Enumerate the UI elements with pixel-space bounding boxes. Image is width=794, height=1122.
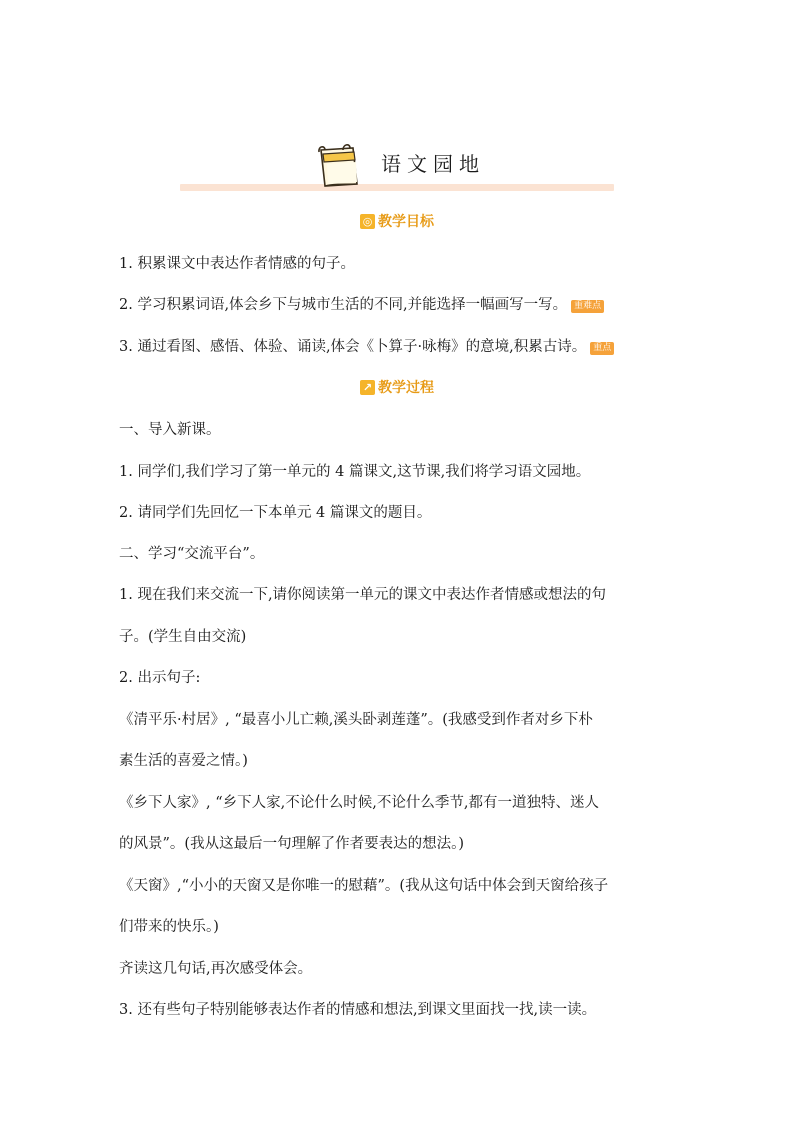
process-line: 二、学习“交流平台”。 bbox=[119, 546, 265, 562]
goal-item bbox=[119, 253, 355, 275]
process-line: 《清平乐·村居》, “最喜小儿亡赖,溪头卧剥莲蓬”。(我感受到作者对乡下朴 bbox=[119, 712, 593, 728]
goal-item bbox=[119, 294, 604, 316]
process-line: 子。(学生自由交流) bbox=[119, 629, 247, 645]
section-heading-goals bbox=[0, 210, 794, 232]
process-line: 的风景”。(我从这最后一句理解了作者要表达的想法。) bbox=[119, 836, 464, 852]
goal-text: 1. 积累课文中表达作者情感的句子。 bbox=[119, 256, 355, 272]
process-line: 3. 还有些句子特别能够表达作者的情感和想法,到课文里面找一找,读一读。 bbox=[119, 1002, 597, 1018]
header-underline-bar bbox=[180, 184, 614, 191]
calendar-icon bbox=[313, 140, 363, 190]
goal-text: 2. 学习积累词语,体会乡下与城市生活的不同,并能选择一幅画写一写。 bbox=[119, 297, 568, 313]
process-line: 一、导入新课。 bbox=[119, 422, 221, 438]
section-heading-process bbox=[0, 376, 794, 398]
process-line: 素生活的喜爱之情。) bbox=[119, 753, 248, 769]
process-line: 2. 请同学们先回忆一下本单元 4 篇课文的题目。 bbox=[119, 505, 432, 521]
process-icon: ↗ bbox=[360, 380, 375, 395]
section-heading-label: 教学目标 bbox=[378, 213, 434, 230]
process-line: 2. 出示句子: bbox=[119, 670, 201, 686]
process-line: 《乡下人家》, “乡下人家,不论什么时候,不论什么季节,都有一道独特、迷人 bbox=[119, 795, 599, 811]
target-icon: ◎ bbox=[360, 214, 375, 229]
process-line: 《天窗》,“小小的天窗又是你唯一的慰藉”。(我从这句话中体会到天窗给孩子 bbox=[119, 878, 609, 894]
key-point-badge: 重点 bbox=[590, 342, 614, 355]
goal-item bbox=[119, 336, 614, 358]
goal-text: 3. 通过看图、感悟、体验、诵读,体会《卜算子·咏梅》的意境,积累古诗。 bbox=[119, 339, 587, 355]
process-line: 1. 现在我们来交流一下,请你阅读第一单元的课文中表达作者情感或想法的句 bbox=[119, 587, 607, 603]
page-title: 语文园地 bbox=[381, 152, 485, 176]
section-heading-label: 教学过程 bbox=[378, 379, 434, 396]
page-header bbox=[180, 140, 614, 192]
key-difficulty-badge: 重难点 bbox=[571, 300, 604, 313]
process-line: 1. 同学们,我们学习了第一单元的 4 篇课文,这节课,我们将学习语文园地。 bbox=[119, 464, 591, 480]
process-line: 们带来的快乐。) bbox=[119, 919, 219, 935]
process-line: 齐读这几句话,再次感受体会。 bbox=[119, 961, 313, 977]
